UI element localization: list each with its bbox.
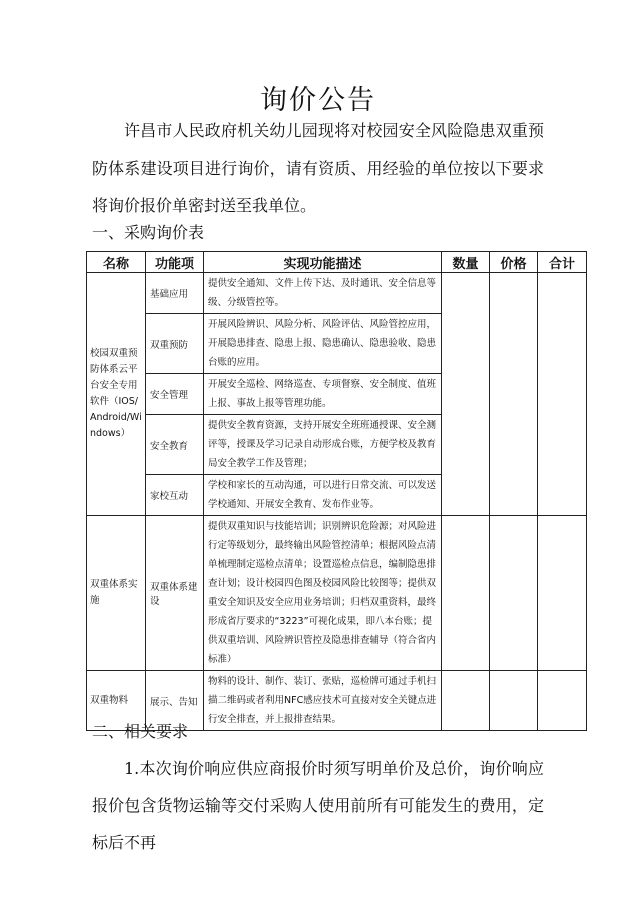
header-quantity: 数量 bbox=[442, 252, 490, 273]
requirement-paragraph-1: 1.本次询价响应供应商报价时须写明单价及总价，询价响应报价包含货物运输等交付采购人使用前所有可能发生的费用，定标后不再 bbox=[92, 759, 544, 852]
item-name-cell: 校园双重预防体系云平台安全专用软件（IOS/Android/Windows） bbox=[87, 273, 146, 516]
price-cell[interactable] bbox=[490, 273, 538, 516]
function-cell: 基础应用 bbox=[146, 273, 204, 314]
table-row bbox=[87, 273, 587, 314]
section-heading-requirements: 二、相关要求 bbox=[92, 722, 189, 741]
table-header-row bbox=[87, 252, 587, 273]
total-cell[interactable] bbox=[538, 516, 587, 671]
header-description: 实现功能描述 bbox=[204, 252, 442, 273]
price-cell[interactable] bbox=[490, 516, 538, 671]
quantity-cell[interactable] bbox=[442, 516, 490, 671]
table-row bbox=[87, 516, 587, 671]
function-cell: 展示、告知 bbox=[146, 671, 204, 731]
quantity-cell[interactable] bbox=[442, 273, 490, 516]
header-name: 名称 bbox=[87, 252, 146, 273]
function-cell: 家校互动 bbox=[146, 475, 204, 516]
function-cell: 双重体系建设 bbox=[146, 516, 204, 671]
section-heading-procurement-table: 一、采购询价表 bbox=[92, 223, 205, 242]
intro-paragraph: 许昌市人民政府机关幼儿园现将对校园安全风险隐患双重预防体系建设项目进行询价，请有资质、用经验的单位按以下要求将询价报价单密封送至我单位。 bbox=[92, 121, 544, 215]
description-cell: 开展安全巡检、网络巡查、专项督察、安全制度、值班上报、事故上报等管理功能。 bbox=[204, 374, 442, 415]
quantity-cell[interactable] bbox=[442, 671, 490, 731]
function-cell: 安全管理 bbox=[146, 374, 204, 415]
description-cell: 物料的设计、制作、装订、张贴，巡检牌可通过手机扫描二维码或者利用NFC感应技术可直接对安全关键点进行安全排查，并上报排查结果。 bbox=[204, 671, 442, 731]
header-total: 合计 bbox=[538, 252, 587, 273]
item-name-cell: 双重体系实施 bbox=[87, 516, 146, 671]
description-cell: 学校和家长的互动沟通，可以进行日常交流、可以发送学校通知、开展安全教育、发布作业等。 bbox=[204, 475, 442, 516]
document-title: 询价公告 bbox=[260, 85, 376, 116]
description-cell: 提供安全通知、文件上传下达、及时通讯、安全信息等级、分级管控等。 bbox=[204, 273, 442, 314]
header-function: 功能项 bbox=[146, 252, 204, 273]
total-cell[interactable] bbox=[538, 671, 587, 731]
function-cell: 双重预防 bbox=[146, 314, 204, 374]
header-price: 价格 bbox=[490, 252, 538, 273]
price-cell[interactable] bbox=[490, 671, 538, 731]
description-cell: 提供安全教育资源，支持开展安全班班通授课、安全测评等，授课及学习记录自动形成台账，方便学校及教育局安全教学工作及管理； bbox=[204, 415, 442, 475]
item-name-cell: 双重物料 bbox=[87, 671, 146, 731]
procurement-price-table bbox=[86, 251, 587, 731]
description-cell: 开展风险辨识、风险分析、风险评估、风险管控应用，开展隐患排查、隐患上报、隐患确认、隐患验收、隐患台账的应用。 bbox=[204, 314, 442, 374]
description-cell: 提供双重知识与技能培训；识别辨识危险源；对风险进行定等级划分，最终输出风险管控清单；根据风险点清单梳理制定巡检点清单；设置巡检点信息，编制隐患排查计划；设计校园四色图及校园风险比较图等；提供双重安全知识及安全应用业务培训；归档双重资料，最终形成省厅要求的“3223”可视化成果，即八本台账；提供双重培训、风险辨识管控及隐患排查辅导（符合省内标准） bbox=[204, 516, 442, 671]
function-cell: 安全教育 bbox=[146, 415, 204, 475]
total-cell[interactable] bbox=[538, 273, 587, 516]
